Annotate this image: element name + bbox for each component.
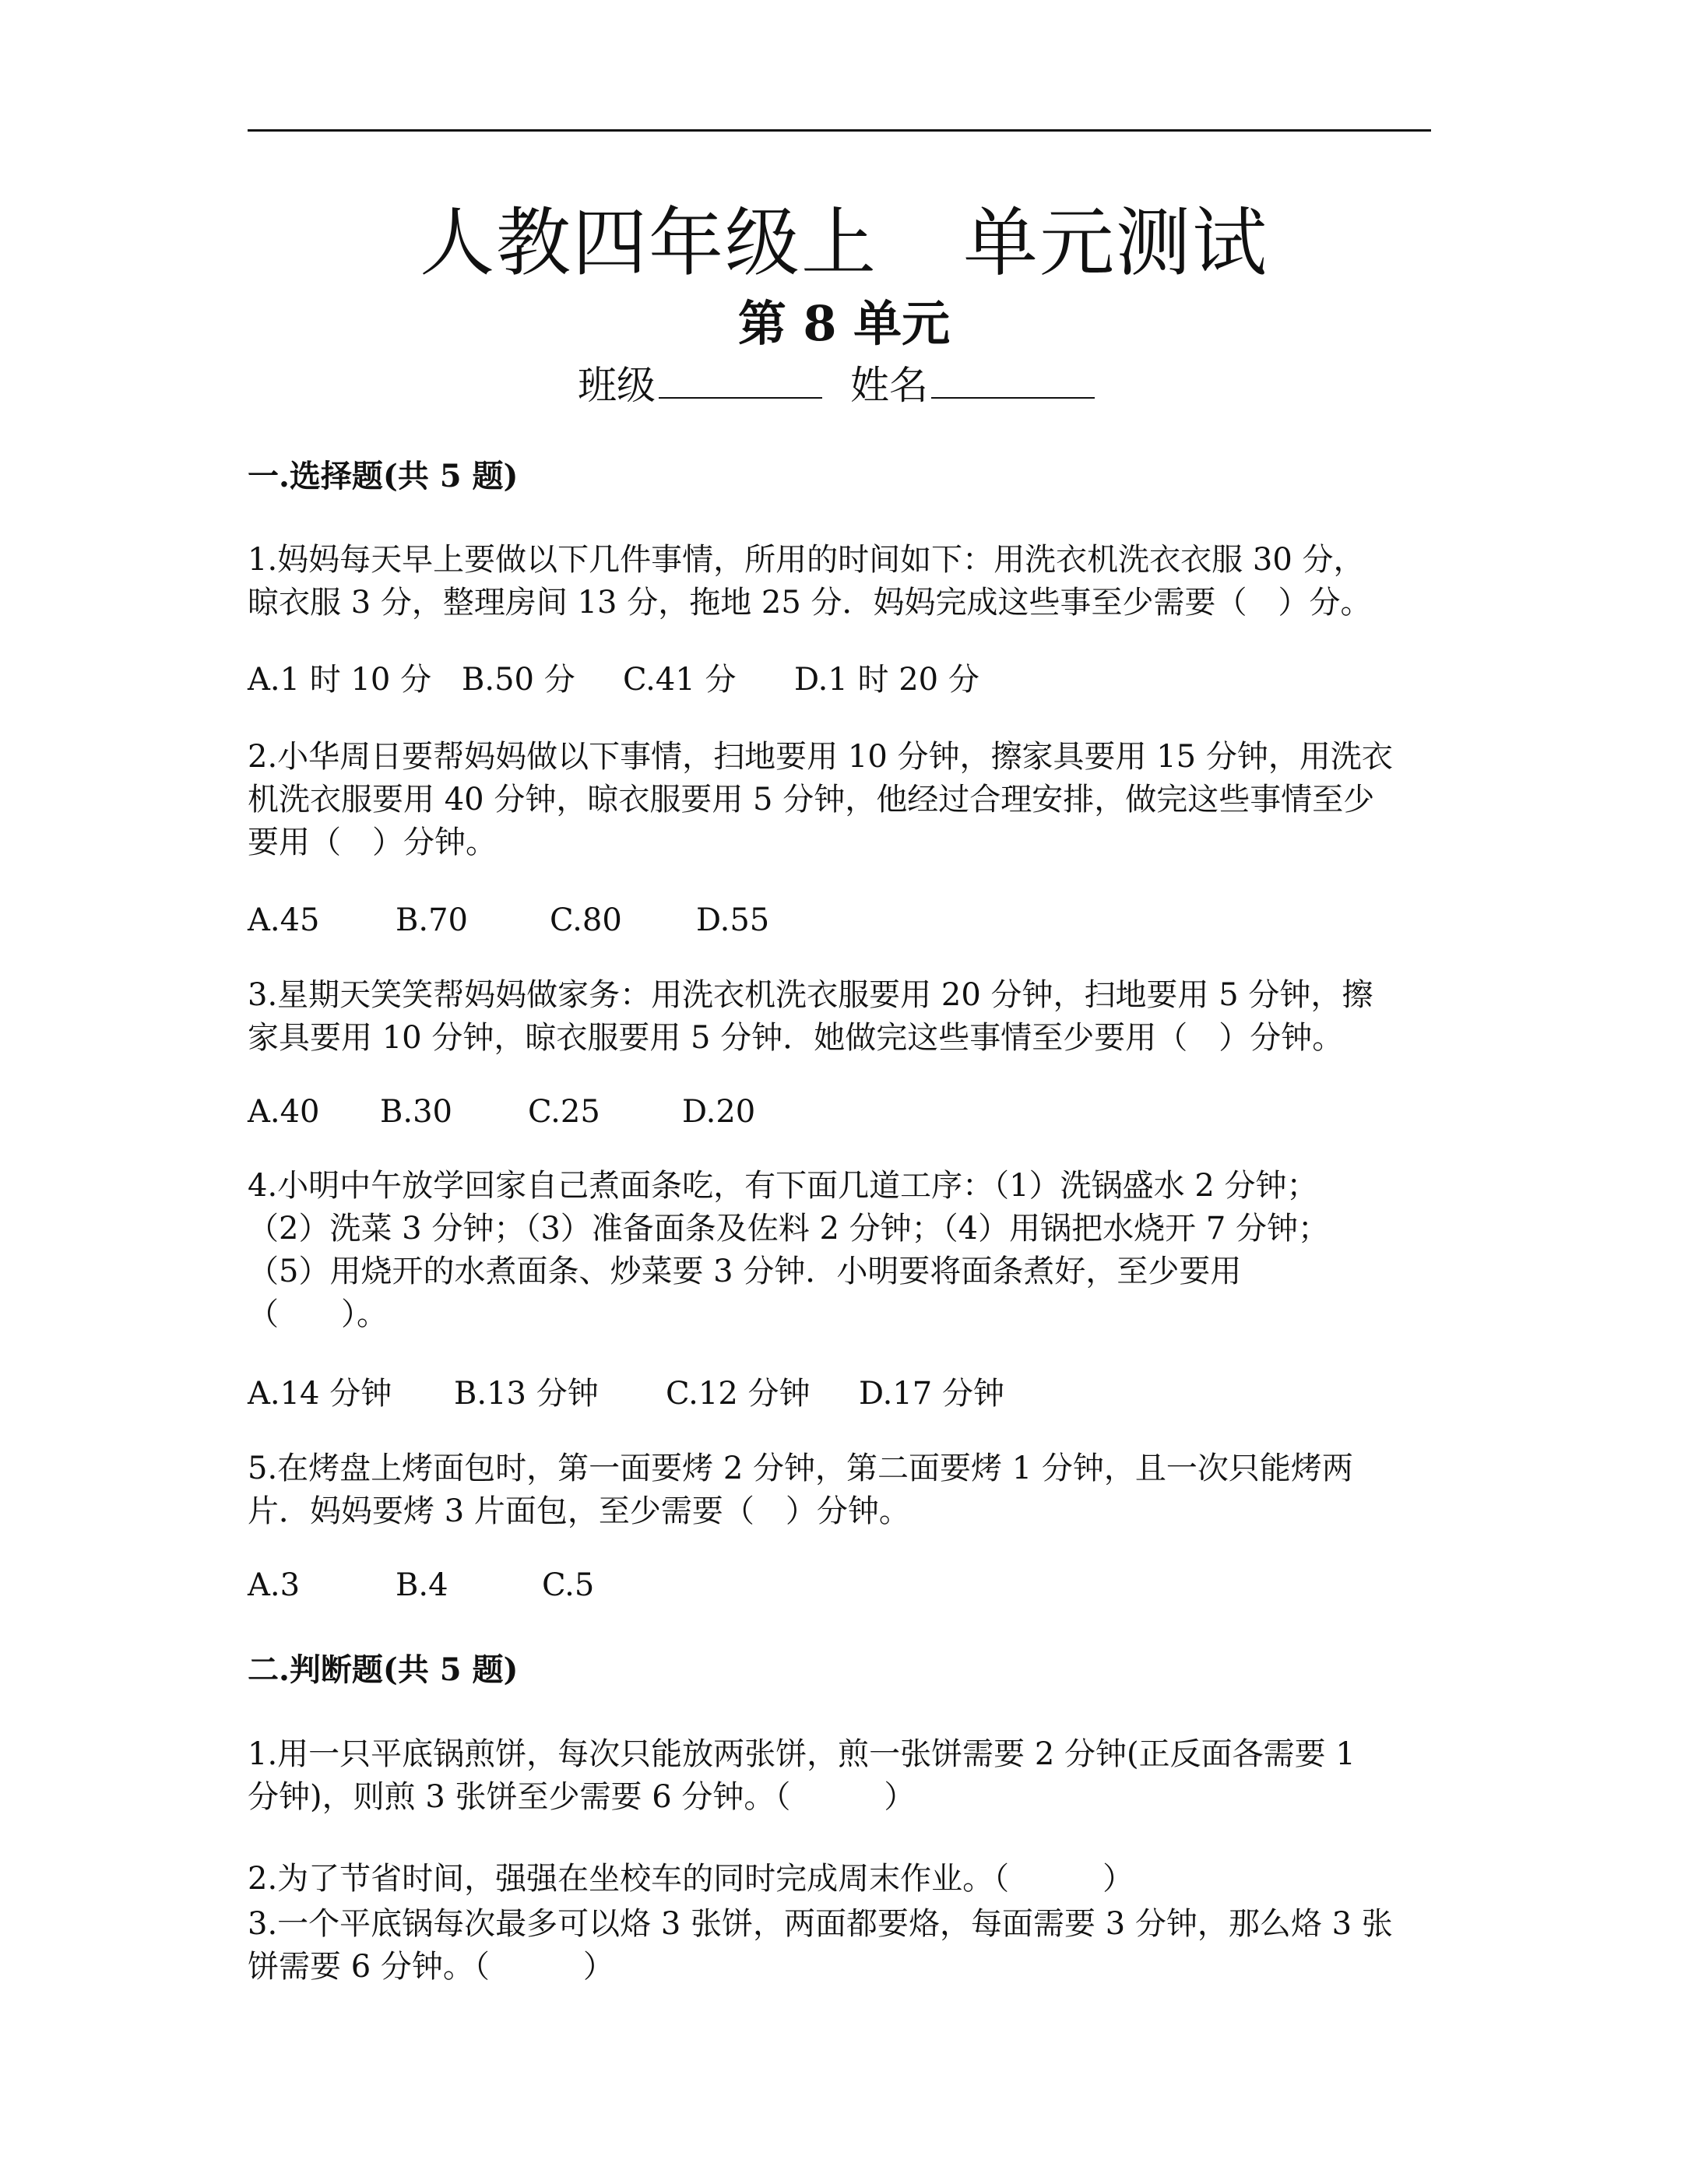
question-line: 2.小华周日要帮妈妈做以下事情，扫地要用 10 分钟，擦家具要用 15 分钟，用洗衣: [248, 739, 1393, 775]
question-line: 片．妈妈要烤 3 片面包，至少需要（ ）分钟。: [248, 1493, 910, 1529]
name-label: 姓名: [849, 363, 928, 408]
question-1-3: [248, 974, 1439, 1060]
question-2-3: [248, 1903, 1439, 1989]
question-line: 饼需要 6 分钟。（ ）: [248, 1949, 614, 1985]
question-line: （ ）。: [248, 1296, 388, 1332]
option-c[interactable]: C.5: [542, 1567, 595, 1603]
question-line: 机洗衣服要用 40 分钟，晾衣服要用 5 分钟，他经过合理安排，做完这些事情至少: [248, 782, 1375, 818]
option-b[interactable]: B.70: [396, 902, 469, 938]
question-line: 3.一个平底锅每次最多可以烙 3 张饼，两面都要烙，每面需要 3 分钟，那么烙 3 张: [248, 1906, 1393, 1942]
option-d[interactable]: D.20: [682, 1094, 756, 1130]
question-1-2: [248, 736, 1439, 864]
question-line: 1.妈妈每天早上要做以下几件事情，所用的时间如下：用洗衣机洗衣衣服 30 分，: [248, 542, 1365, 578]
class-label: 班级: [578, 363, 656, 408]
class-name-line: [0, 355, 1688, 413]
question-line: 分钟)，则煎 3 张饼至少需要 6 分钟。（ ）: [248, 1779, 916, 1815]
option-a[interactable]: A.14 分钟: [248, 1376, 392, 1412]
question-line: 5.在烤盘上烤面包时，第一面要烤 2 分钟，第二面要烤 1 分钟，且一次只能烤两: [248, 1451, 1353, 1486]
question-1-4: [248, 1165, 1439, 1336]
question-1-5-options: [248, 1563, 594, 1607]
question-1-3-options: [248, 1090, 755, 1134]
question-line: 4.小明中午放学回家自己煮面条吃，有下面几道工序：（1）洗锅盛水 2 分钟；: [248, 1168, 1318, 1204]
question-1-1: [248, 539, 1439, 624]
option-d[interactable]: D.1 时 20 分: [794, 662, 979, 698]
unit-subtitle: 第 8 单元: [737, 295, 951, 352]
option-a[interactable]: A.40: [248, 1094, 320, 1130]
option-c[interactable]: C.12 分钟: [666, 1376, 811, 1412]
question-line: 家具要用 10 分钟，晾衣服要用 5 分钟．她做完这些事情至少要用（ ）分钟。: [248, 1020, 1344, 1056]
question-line: 晾衣服 3 分，整理房间 13 分，拖地 25 分．妈妈完成这些事至少需要（ ）分。: [248, 585, 1372, 621]
section-1-heading: 一.选择题(共 5 题): [248, 458, 519, 494]
option-b[interactable]: B.4: [396, 1567, 448, 1603]
question-line: 要用（ ）分钟。: [248, 825, 497, 860]
question-line: （2）洗菜 3 分钟；（3）准备面条及佐料 2 分钟；（4）用锅把水烧开 7 分钟；: [248, 1211, 1329, 1247]
question-line: （5）用烧开的水煮面条、炒菜要 3 分钟．小明要将面条煮好，至少要用: [248, 1254, 1242, 1289]
question-line: 3.星期天笑笑帮妈妈做家务：用洗衣机洗衣服要用 20 分钟，扫地要用 5 分钟，擦: [248, 977, 1373, 1013]
option-c[interactable]: C.25: [528, 1094, 600, 1130]
page-title: [0, 196, 1688, 290]
title-right: 单元测试: [963, 199, 1268, 287]
option-d[interactable]: D.17 分钟: [859, 1376, 1004, 1412]
top-rule: [248, 129, 1431, 132]
option-d[interactable]: D.55: [696, 902, 770, 938]
option-a[interactable]: A.1 时 10 分: [248, 662, 432, 698]
option-b[interactable]: B.50 分: [462, 662, 575, 698]
question-1-1-options: [248, 658, 979, 702]
name-blank[interactable]: [931, 355, 1095, 399]
question-line: 1.用一只平底锅煎饼，每次只能放两张饼，煎一张饼需要 2 分钟(正反面各需要 1: [248, 1736, 1356, 1772]
option-a[interactable]: A.45: [248, 902, 320, 938]
option-b[interactable]: B.30: [380, 1094, 453, 1130]
class-blank[interactable]: [659, 355, 822, 399]
question-1-2-options: [248, 899, 769, 942]
title-left: 人教四年级上: [420, 199, 877, 287]
option-b[interactable]: B.13 分钟: [454, 1376, 599, 1412]
option-c[interactable]: C.41 分: [623, 662, 737, 698]
question-1-4-options: [248, 1372, 1004, 1416]
question-1-5: [248, 1447, 1439, 1533]
question-2-2: [248, 1858, 1439, 1901]
option-a[interactable]: A.3: [248, 1567, 301, 1603]
option-c[interactable]: C.80: [550, 902, 622, 938]
question-2-1: [248, 1733, 1439, 1819]
section-2-heading: 二.判断题(共 5 题): [248, 1651, 519, 1688]
question-line: 2.为了节省时间，强强在坐校车的同时完成周末作业。（ ）: [248, 1861, 1134, 1897]
